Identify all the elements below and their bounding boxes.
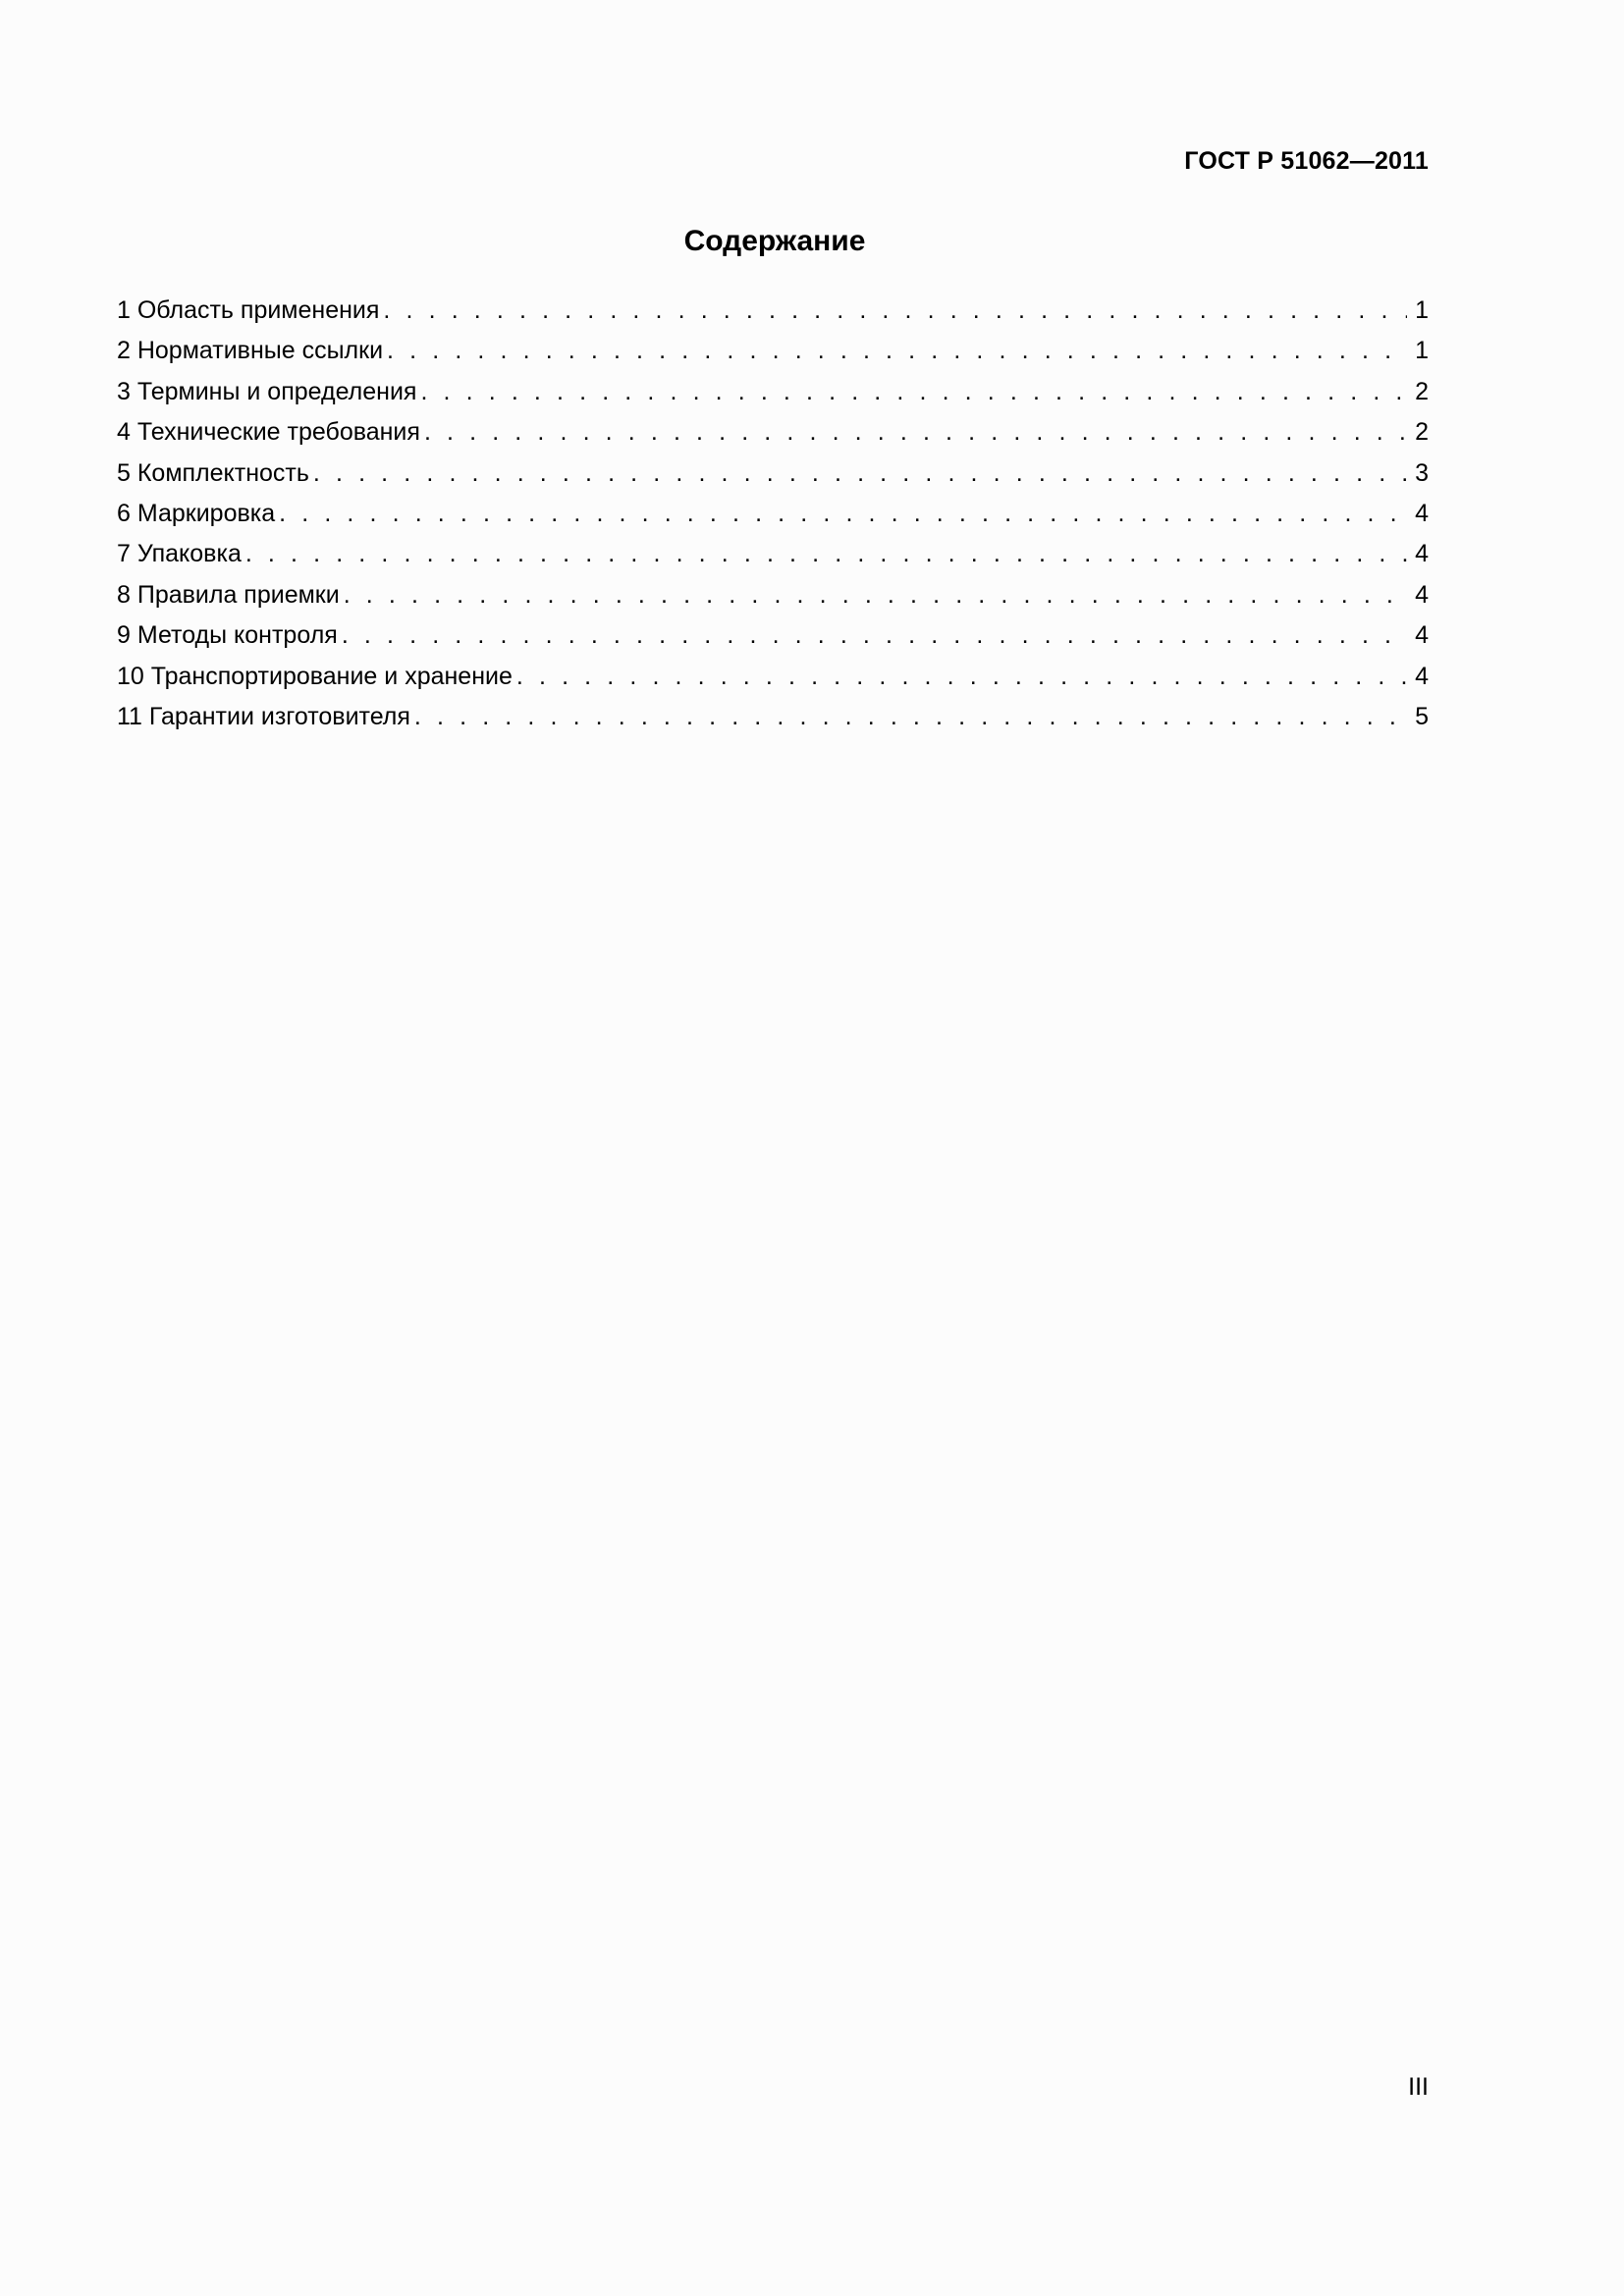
toc-item-page: 4 — [1415, 499, 1429, 527]
toc-item[interactable] — [117, 534, 1429, 574]
toc-item-label: 6 Маркировка — [117, 499, 276, 527]
toc-item-page: 1 — [1415, 337, 1429, 365]
toc-dot-leader — [516, 657, 1407, 697]
toc-item[interactable] — [117, 454, 1429, 494]
toc-dot-leader — [279, 494, 1407, 534]
toc-item-page: 4 — [1415, 621, 1429, 650]
toc-dot-leader — [344, 575, 1407, 615]
toc-item-label: 1 Область применения — [117, 296, 380, 324]
toc-item[interactable] — [117, 494, 1429, 534]
toc-item-page: 4 — [1415, 540, 1429, 568]
toc-dot-leader — [245, 534, 1407, 574]
toc-dot-leader — [313, 454, 1407, 494]
toc-item-label: 4 Технические требования — [117, 418, 420, 447]
toc-item-page: 5 — [1415, 702, 1429, 730]
toc-dot-leader — [414, 697, 1407, 737]
toc-item-label: 7 Упаковка — [117, 540, 242, 568]
toc-item-page: 4 — [1415, 580, 1429, 609]
table-of-contents — [117, 291, 1429, 737]
toc-dot-leader — [342, 615, 1407, 656]
toc-item[interactable] — [117, 291, 1429, 331]
toc-item[interactable] — [117, 615, 1429, 656]
toc-item-label: 8 Правила приемки — [117, 580, 340, 609]
toc-item-label: 5 Комплектность — [117, 458, 309, 487]
toc-dot-leader — [420, 372, 1407, 412]
toc-item-page: 2 — [1415, 418, 1429, 447]
toc-item[interactable] — [117, 372, 1429, 412]
page-number: III — [1408, 2073, 1429, 2101]
toc-dot-leader — [424, 412, 1407, 453]
toc-title: Содержание — [683, 225, 866, 257]
toc-item-label: 11 Гарантии изготовителя — [117, 702, 410, 730]
toc-item[interactable] — [117, 575, 1429, 615]
toc-dot-leader — [383, 291, 1407, 331]
toc-item-label: 2 Нормативные ссылки — [117, 337, 384, 365]
document-code: ГОСТ Р 51062—2011 — [1184, 147, 1429, 175]
toc-item-page: 1 — [1415, 296, 1429, 324]
toc-item-page: 3 — [1415, 458, 1429, 487]
toc-item-page: 2 — [1415, 377, 1429, 405]
toc-item[interactable] — [117, 657, 1429, 697]
toc-item-label: 9 Методы контроля — [117, 621, 338, 650]
toc-item-label: 10 Транспортирование и хранение — [117, 662, 513, 690]
toc-item[interactable] — [117, 331, 1429, 371]
toc-item[interactable] — [117, 697, 1429, 737]
toc-item-label: 3 Термины и определения — [117, 377, 417, 405]
toc-item-page: 4 — [1415, 662, 1429, 690]
toc-item[interactable] — [117, 412, 1429, 453]
toc-dot-leader — [387, 331, 1407, 371]
